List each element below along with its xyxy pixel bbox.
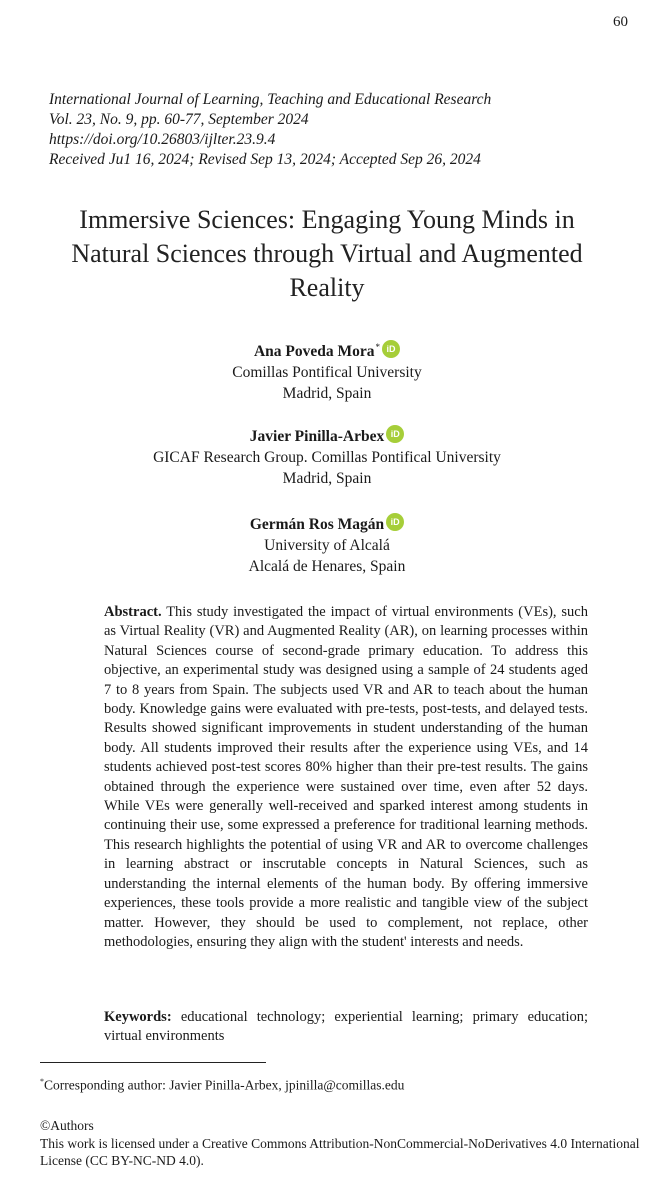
author-block — [40, 513, 614, 577]
author-name: Germán Ros Magán — [249, 516, 385, 533]
author-affiliation: Comillas Pontifical University — [232, 364, 422, 382]
author-location: Alcalá de Henares, Spain — [248, 558, 406, 575]
footnote-text: Corresponding author: Javier Pinilla-Arbex, jpinilla@comillas.edu — [44, 1077, 405, 1093]
orcid-icon[interactable]: iD — [386, 425, 404, 443]
corresponding-marker: * — [375, 342, 381, 352]
journal-volume: Vol. 23, No. 9, pp. 60-77, September 2024 — [49, 111, 309, 128]
copyright-line: ©Authors — [40, 1118, 94, 1133]
abstract-text: This study investigated the impact of virtual environments (VEs), such as Virtual Reality (VR) and Augmented Reality (AR), on learning processes within Natural Sciences course of second-grade primary education. To address this objective, an experimental study was designed using a sample of 24 students aged 7 to 8 years from Spain. The subjects used VR and AR to teach about the human body. Knowledge gains were evaluated with pre-tests, post-tests, and delayed tests. Results showed significant improvements in student understanding of the human body. All students improved their results after the experience using VEs, and 14 students achieved post-test scores 80% higher than their pre-test results. The gains obtained through the experience were sustained over time, even after 52 days. While VEs were generally well-received and sparked interest among students in continuing their use, some expressed a preference for traditional learning methods. This research highlights the potential of using VR and AR to overcome challenges in learning abstract or inscrutable concepts in Natural Sciences, such as understanding the internal elements of the human body. By offering immersive experiences, these tools provide a more realistic and tangible view of the subject matter. However, they should be used to complement, not replace, other methodologies, ensuring they align with the student' interests and needs. — [104, 604, 588, 950]
author-affiliation: GICAF Research Group. Comillas Pontifical University — [153, 449, 501, 466]
keywords-text: educational technology; experiential learning; primary education; virtual environments — [104, 1009, 589, 1045]
footnote-divider — [40, 1062, 266, 1063]
paper-title: Immersive Sciences: Engaging Young Minds in Natural Sciences through Virtual and Augmented Reality — [71, 205, 583, 302]
footnote-marker: * — [40, 1077, 44, 1086]
journal-name: International Journal of Learning, Teaching and Educational Research — [49, 91, 492, 108]
keywords — [104, 1008, 588, 1047]
abstract-label: Abstract. — [104, 604, 162, 620]
keywords-label: Keywords: — [104, 1009, 172, 1025]
orcid-icon[interactable]: iD — [386, 513, 404, 531]
license-text: This work is licensed under a Creative Commons Attribution-NonCommercial-NoDerivatives 4.0 International License (CC BY-NC-ND 4.0). — [40, 1135, 640, 1169]
journal-header — [49, 90, 629, 170]
journal-doi[interactable]: https://doi.org/10.26803/ijlter.23.9.4 — [49, 131, 276, 148]
orcid-icon[interactable]: iD — [382, 340, 400, 358]
journal-dates: Received Ju1 16, 2024; Revised Sep 13, 2024; Accepted Sep 26, 2024 — [49, 151, 481, 168]
author-block — [40, 337, 614, 404]
author-location: Madrid, Spain — [282, 385, 372, 403]
page-number: 60 — [613, 14, 628, 30]
author-block — [40, 425, 614, 489]
footnote — [40, 1073, 630, 1095]
author-affiliation: University of Alcalá — [264, 537, 390, 554]
abstract — [104, 603, 588, 952]
author-name: Ana Poveda Mora* — [253, 342, 381, 361]
author-location: Madrid, Spain — [282, 470, 372, 487]
author-name: Javier Pinilla-Arbex — [249, 428, 385, 445]
license-block — [40, 1117, 640, 1170]
